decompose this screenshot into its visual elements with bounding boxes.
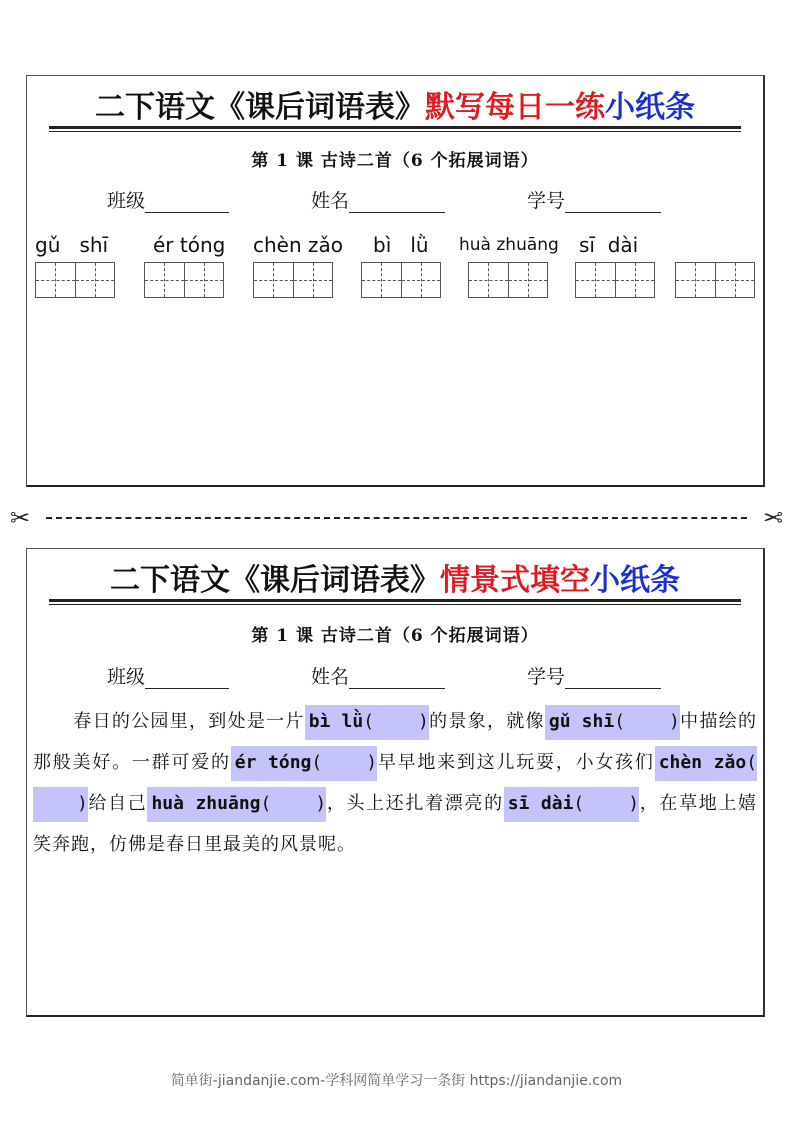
story-text: 早早地来到这儿玩耍，小女孩们 bbox=[377, 752, 655, 773]
name-label: 姓名 bbox=[311, 666, 350, 688]
story-paragraph bbox=[33, 701, 757, 865]
title-course: 二下语文《课后词语表》 bbox=[95, 90, 425, 125]
pinyin-label: gǔ shī bbox=[35, 233, 109, 257]
story-text: ，头上还扎着漂亮的 bbox=[326, 793, 504, 814]
dashed-cut-line bbox=[46, 517, 747, 519]
fill-in-card bbox=[26, 548, 765, 1017]
writing-grid[interactable] bbox=[361, 262, 441, 298]
title-type: 情景式填空 bbox=[440, 563, 590, 598]
scissors-icon: ✂ bbox=[762, 504, 783, 532]
title-underline bbox=[49, 126, 741, 132]
fill-blank[interactable]: chèn zǎo() bbox=[33, 746, 757, 822]
writing-grid[interactable] bbox=[144, 262, 224, 298]
story-text: ，在草地上嬉笑奔跑，仿佛是春日里最美的风景呢。 bbox=[33, 793, 758, 855]
story-text: 中描绘的那般美好。一群可爱的 bbox=[33, 711, 758, 773]
cut-line-divider bbox=[10, 505, 783, 531]
title-type: 默写每日一练 bbox=[425, 90, 605, 125]
pinyin-label: bì lǜ bbox=[373, 233, 429, 257]
dictation-card bbox=[26, 75, 765, 487]
lesson-subtitle: 第 1 课 古诗二首（6 个拓展词语） bbox=[251, 151, 539, 171]
title-course: 二下语文《课后词语表》 bbox=[110, 563, 440, 598]
story-text: 给自己 bbox=[87, 793, 148, 814]
number-field[interactable] bbox=[565, 666, 661, 689]
title-underline bbox=[49, 599, 741, 605]
writing-grid[interactable] bbox=[675, 262, 755, 298]
writing-grid[interactable] bbox=[575, 262, 655, 298]
fill-blank[interactable]: huà zhuāng( ) bbox=[147, 787, 326, 822]
class-field[interactable] bbox=[145, 190, 229, 213]
story-text: 的景象，就像 bbox=[428, 711, 545, 732]
pinyin-label: huà zhuāng bbox=[459, 235, 559, 255]
fill-blank[interactable]: ér tóng( ) bbox=[231, 746, 377, 781]
footer-watermark: 简单街-jiandanjie.com-学科网简单学习一条街 https://jiandanjie.com bbox=[170, 1073, 623, 1089]
writing-grid[interactable] bbox=[468, 262, 548, 298]
pinyin-label: chèn zǎo bbox=[253, 233, 343, 257]
lesson-subtitle: 第 1 课 古诗二首（6 个拓展词语） bbox=[251, 626, 539, 646]
pinyin-label: ér tóng bbox=[153, 233, 226, 257]
card-title bbox=[49, 561, 741, 605]
fill-blank[interactable]: bì lǜ( ) bbox=[305, 705, 429, 740]
number-label: 学号 bbox=[527, 666, 566, 688]
name-label: 姓名 bbox=[311, 190, 350, 212]
writing-grid[interactable] bbox=[253, 262, 333, 298]
title-tag: 小纸条 bbox=[605, 90, 695, 125]
title-tag: 小纸条 bbox=[590, 563, 680, 598]
writing-grid[interactable] bbox=[35, 262, 115, 298]
name-field[interactable] bbox=[349, 190, 445, 213]
name-field[interactable] bbox=[349, 666, 445, 689]
fill-blank[interactable]: gǔ shī( ) bbox=[545, 705, 680, 740]
number-label: 学号 bbox=[527, 190, 566, 212]
pinyin-label: sī dài bbox=[579, 233, 639, 257]
fill-blank[interactable]: sī dài( ) bbox=[504, 787, 639, 822]
number-field[interactable] bbox=[565, 190, 661, 213]
class-label: 班级 bbox=[107, 190, 146, 212]
story-text: 春日的公园里，到处是一片 bbox=[73, 711, 305, 732]
scissors-icon: ✂ bbox=[10, 504, 31, 532]
class-field[interactable] bbox=[145, 666, 229, 689]
card-title bbox=[49, 88, 741, 132]
class-label: 班级 bbox=[107, 666, 146, 688]
